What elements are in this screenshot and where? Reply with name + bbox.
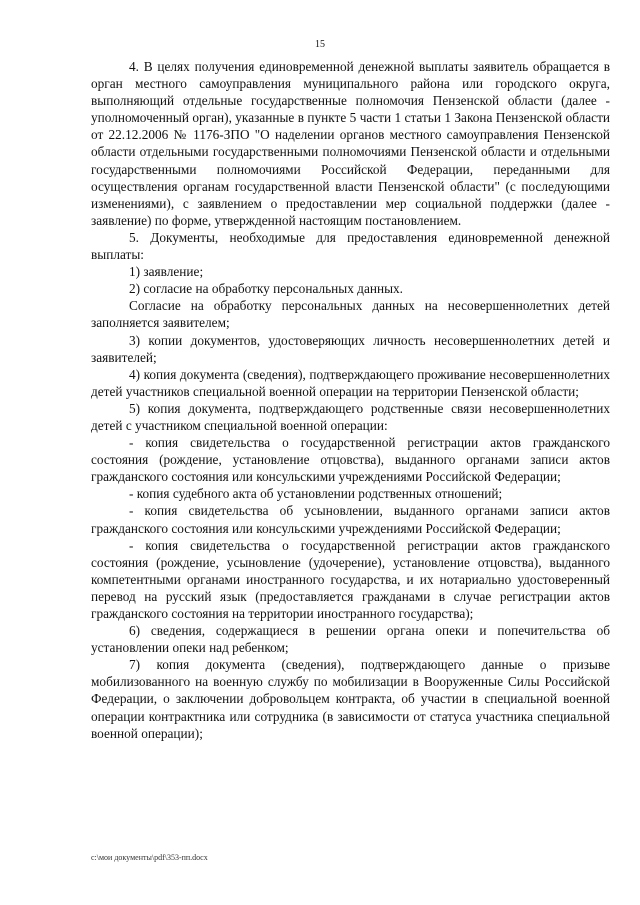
list-item-4-residence-proof: 4) копия документа (сведения), подтверждающего проживание несовершеннолетних детей участников специальной военной операции на территории Пензенской области; [91,366,610,399]
page-number: 15 [315,39,325,50]
list-item-7-military-service: 7) копия документа (сведения), подтверждающего данные о призыве мобилизованного на военную службу по мобилизации в Вооруженные Силы Российской Федерации, о заключении добровольцем контракта, об участии в специальной военной операции контрактника или сотрудника (в зависимости от статуса участника специальной военной операции); [91,657,610,741]
sub-item-adoption-certificate: - копия свидетельства об усыновлении, выданного органами записи актов гражданского состояния или консульскими учреждениями Российской Федерации; [91,503,610,536]
paragraph-item-5: 5. Документы, необходимые для предоставления единовременной денежной выплаты: [91,229,610,263]
list-item-5-kinship-proof: 5) копия документа, подтверждающего родственные связи несовершеннолетних детей с участником специальной военной операции: [91,400,610,433]
consent-note: Согласие на обработку персональных данных на несовершеннолетних детей заполняется заявителем; [91,298,610,331]
sub-item-court-act: - копия судебного акта об установлении родственных отношений; [129,486,503,502]
list-item-6-guardianship: 6) сведения, содержащиеся в решении органа опеки и попечительства об установлении опеки над ребенком; [91,623,610,656]
document-body [91,58,610,742]
paragraph-item-4: 4. В целях получения единовременной денежной выплаты заявитель обращается в орган местного самоуправления муниципального района или городского округа, выполняющий отдельные государственные полномочия Пензенской области (далее - уполномоченный орган), указанные в пункте 5 части 1 статьи 1 Закона Пензенской области от 22.12.2006 № 1176-ЗПО "О наделении органов местного самоуправления Пензенской области отдельными государственными полномочиями Пензенской области и отдельными государственными полномочиями Российской Федерации, переданными для осуществления органам государственной власти Пензенской области" (с последующими изменениями), с заявлением о предоставлении мер социальной поддержки (далее - заявление) по форме, утвержденной настоящим постановлением. [91,59,610,228]
list-item-2-consent: 2) согласие на обработку персональных данных. [129,281,403,297]
sub-item-foreign-certificate: - копия свидетельства о государственной регистрации актов гражданского состояния (рождение, усыновление (удочерение), установление отцовства), выданного компетентными органами иностранного государства, и их нотариально удостоверенный перевод на русский язык (предоставляется гражданами в случае регистрации актов гражданского состояния на территории иностранного государства); [91,537,610,621]
footer-file-path: c:\мои документы\pdf\353-пп.docx [91,853,208,862]
sub-item-registration-certificate: - копия свидетельства о государственной регистрации актов гражданского состояния (рождение, установление отцовства), выданного органами записи актов гражданского состояния или консульскими учреждениями Российской Федерации; [91,435,610,485]
list-item-1-application: 1) заявление; [129,264,204,280]
list-item-3-identity-copies: 3) копии документов, удостоверяющих личность несовершеннолетних детей и заявителей; [91,332,610,365]
